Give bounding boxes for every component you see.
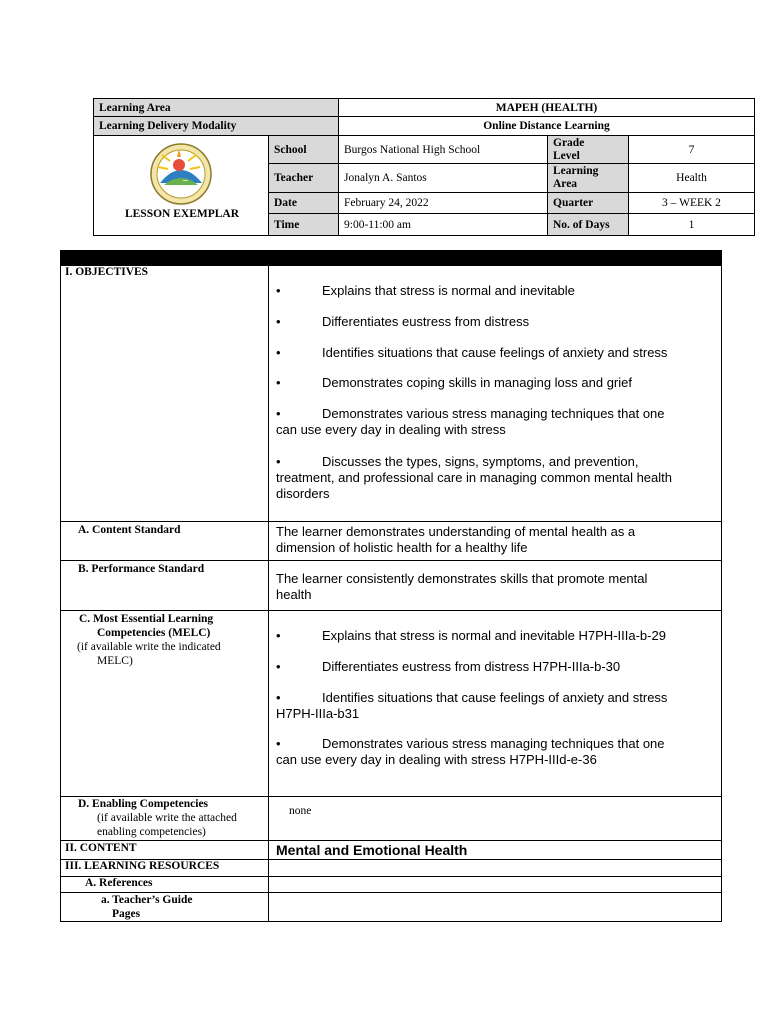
objective-item: • Differentiates eustress from distress [276,314,530,329]
melc-item: • Explains that stress is normal and inevitable H7PH-IIIa-b-29 [276,628,666,643]
objective-item: • Identifies situations that cause feelings of anxiety and stress [276,345,668,360]
table-header-bar [60,250,722,266]
content-row [60,841,722,860]
performance-standard-line2: health [276,587,312,602]
objective-item: • Demonstrates various stress managing techniques that one [276,406,665,421]
melc-item-cont: H7PH-IIIa-b31 [276,706,360,721]
references-label: A. References [85,877,153,889]
content-label: II. CONTENT [65,842,137,854]
enabling-label-line3: enabling competencies) [97,826,206,838]
learning-area-short-value: Health [628,163,755,193]
melc-item: • Identifies situations that cause feelings of anxiety and stress [276,690,668,705]
performance-standard-label: B. Performance Standard [78,563,205,575]
objectives-label: I. OBJECTIVES [65,266,149,278]
objective-item-cont: can use every day in dealing with stress [276,422,506,437]
quarter-value: 3 – WEEK 2 [628,192,755,214]
date-label: Date [268,192,339,214]
content-standard-row [60,522,722,561]
grade-label-line1: Grade [553,137,585,149]
learning-area-value: MAPEH (HEALTH) [338,98,755,117]
quarter-label: Quarter [547,192,629,214]
modality-value: Online Distance Learning [338,116,755,136]
melc-item: • Demonstrates various stress managing techniques that one [276,736,665,751]
teacher-value: Jonalyn A. Santos [338,163,548,193]
time-label: Time [268,213,339,236]
objectives-row [60,266,722,522]
melc-label-line4: MELC) [97,655,133,667]
melc-label-line2: Competencies (MELC) [97,627,211,639]
la-label-line2: Area [553,178,578,190]
performance-standard-row [60,561,722,611]
learning-resources-label: III. LEARNING RESOURCES [65,860,220,872]
objective-item-cont: disorders [276,486,330,501]
teachers-guide-label-line1: a. Teacher’s Guide [101,894,193,906]
grade-level-label [547,135,629,164]
content-standard-line2: dimension of holistic health for a healthy life [276,540,528,555]
date-value: February 24, 2022 [338,192,548,214]
learning-area-short-label [547,163,629,193]
references-row [60,877,722,893]
learning-resources-row [60,860,722,877]
content-standard-line1: The learner demonstrates understanding of mental health as a [276,524,636,539]
school-label: School [268,135,339,164]
melc-item: • Differentiates eustress from distress H7PH-IIIa-b-30 [276,659,621,674]
objective-item-cont: treatment, and professional care in managing common mental health [276,470,672,485]
objective-item: • Demonstrates coping skills in managing loss and grief [276,375,632,390]
logo-block [93,135,269,236]
melc-label-line1: C. Most Essential Learning [79,613,214,625]
days-value: 1 [628,213,755,236]
grade-label-line2: Level [553,150,580,162]
days-label: No. of Days [547,213,629,236]
enabling-label-line2: (if available write the attached [97,812,237,824]
enabling-value: none [289,805,312,817]
school-seal-logo [148,143,214,205]
content-value: Mental and Emotional Health [276,842,468,858]
objective-item: • Discusses the types, signs, symptoms, and prevention, [276,454,639,469]
melc-row [60,611,722,797]
content-standard-label: A. Content Standard [78,524,181,536]
grade-level-value: 7 [628,135,755,164]
modality-label: Learning Delivery Modality [93,116,339,136]
lesson-header-table [93,98,755,236]
time-value: 9:00-11:00 am [338,213,548,236]
la-label-line1: Learning [553,165,599,177]
lesson-plan-table [60,250,722,922]
school-value: Burgos National High School [338,135,548,164]
melc-item-cont: can use every day in dealing with stress H7PH-IIId-e-36 [276,752,597,767]
learning-area-label: Learning Area [93,98,339,117]
enabling-competencies-row [60,797,722,841]
lesson-exemplar-title: LESSON EXEMPLAR [124,208,240,220]
teachers-guide-label-line2: Pages [112,908,141,920]
teachers-guide-row [60,893,722,922]
enabling-label-line1: D. Enabling Competencies [78,798,209,810]
objective-item: • Explains that stress is normal and inevitable [276,283,575,298]
melc-label-line3: (if available write the indicated [77,641,221,653]
performance-standard-line1: The learner consistently demonstrates skills that promote mental [276,571,648,586]
svg-text:~: ~ [182,176,189,185]
teacher-label: Teacher [268,163,339,193]
